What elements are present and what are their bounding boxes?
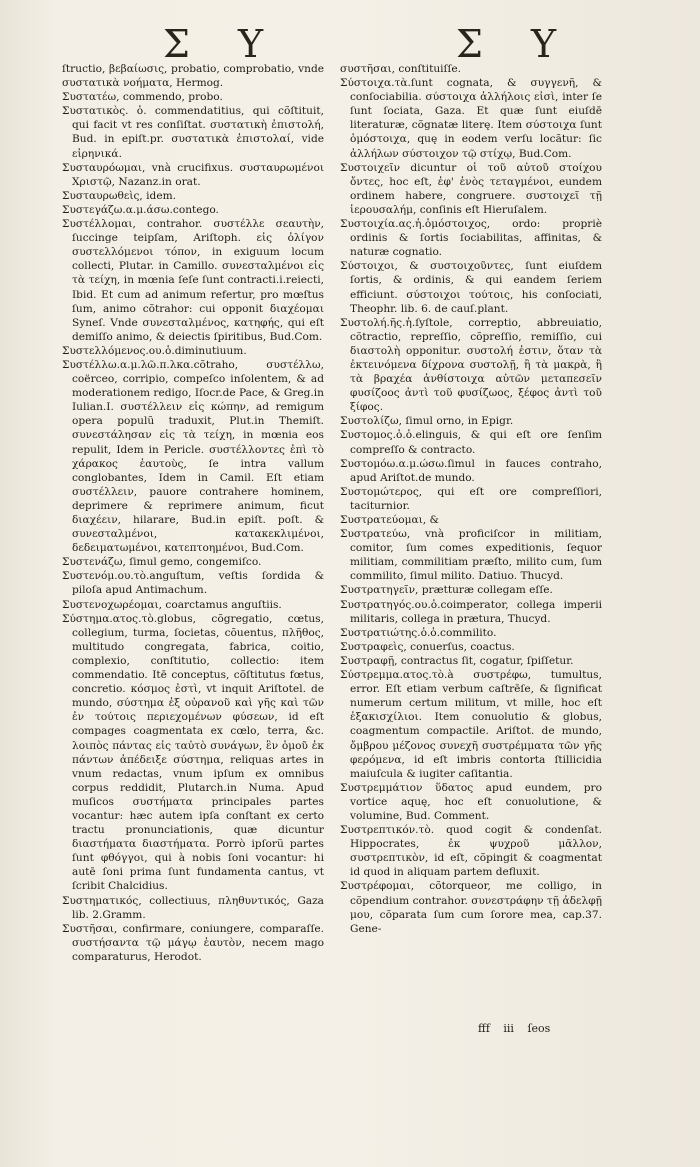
dictionary-entry: Συστολή.ῆς.ἡ.ſyſtole, correptio, abbreuiatio, cõtractio, repreſſio, cõpreſſio, remiſſio, cui διαστολὴ opponitur. συστολή ἐστιν, ὅταν τὰ ἐκτεινόμενα δίχρονα συστολῇ, ἢ τὰ μακρὰ, ἢ τὰ βραχέα ἀνθίστοιχα αὐτῶν μεταπεσεῖν φυσίζοος ἀντὶ τοῦ φυσίζωος, ξέφος ἀντὶ τοῦ ξίφος. [340,316,602,414]
dictionary-entry: Συστοιχεῖν dicuntur οἱ τοῦ αὐτοῦ στοίχου ὄντες, hoc eſt, ἐφ' ἑνὸς τεταγμένοι, eundem ordinem habere, congruere. συστοιχεῖ τῇ ἱερουσαλήμ, conſinis eſt Hieruſalem. [340,161,602,216]
dictionary-entry: συστῆσαι, conſtituiſſe. [340,63,462,75]
page-footer [478,1022,550,1035]
dictionary-entry: Σύστρεμμα.ατος.τὸ.à συστρέφω, tumultus, error. Eſt etiam verbum caſtrēſe, & ſignificat numerum certum militum, vt mille, hoc eſt ἐξακισχίλιοι. Item conuolutio & globus, coagmentum compactile. Ariſtot. de mundo, ὄμβρου μέζονος συνεχῆ συστρέμματα τῶν γῆς φερόμενα, id eſt imbris contorta ſtillicidia maiuſcula & iugiter caſitantia. [340,669,602,780]
dictionary-entry: Συστελλόμενος.ου.ὁ.diminutiuum. [62,344,247,357]
dictionary-entry: Σύστοιχοι, & συστοιχοῦντες, ſunt eiuſdem ſortis, & ordinis, & qui eandem ſeriem efficiunt. σύστοιχοι τούτοις, his conſociati, Theophr. lib. 6. de cauſ.plant. [340,260,602,315]
dictionary-entry: Συσταυρωθεὶς, idem. [62,189,177,202]
running-head-left: Σ Υ [163,22,282,66]
dictionary-entry: Συστομώτερος, qui eſt ore compreſſiori, taciturnior. [340,485,602,512]
running-head-right: Σ Υ [456,22,575,66]
dictionary-entry: Συστατικὸς. ὁ. commendatitius, qui cõſtituit, qui facit vt res conſiſtat. συστατικὴ ἐπιστολή, Bud. in epiſt.pr. συστατικὰ ἐπιστολαί, vide εἰρηνικά. [62,105,324,160]
dictionary-entry: Συστρατεύω, vnà proficiſcor in militiam, comitor, ſum comes expeditionis, ſequor militiam, commilitiam præſto, milito cum, ſum commilito, ſimul milito. Datiuo. Thucyd. [340,528,602,583]
left-column [62,62,324,964]
catchword: ſeos [527,1022,551,1035]
dictionary-entry: Συστατέω, commendo, probo. [62,91,223,104]
dictionary-entry: Συστραφῇ, contractus ſit, cogatur, ſpiſſetur. [340,654,574,667]
dictionary-entry: Συστηματικός, collectiuus, πληθυντικός, Gaza lib. 2.Gramm. [62,894,324,921]
dictionary-entry: Συστραφεὶς, conuerſus, coactus. [340,640,515,653]
dictionary-entry: Σύστοιχα.τὰ.ſunt cognata, & συγγενῆ, & conſociabilia. σύστοιχα ἀλλήλοις εἰσὶ, inter ſe ſunt ſociata, Gaza. Et quæ ſunt eiuſdē literaturæ, cõgnatæ literę. Item σύστοιχα ſunt ὁμόστοιχα, quę in eodem verſu locãtur: ſic ἀλλήλων σύστοιχον τῷ στίχῳ, Bud.Com. [340,77,602,160]
dictionary-entry: Συστεγάζω.α.μ.άσω.contego. [62,203,219,216]
dictionary-entry: Συστῆσαι, confirmare, coniungere, comparaſſe. συστήσαντα τῷ μάγῳ ἑαυτὸν, necem mago comparaturus, Herodot. [62,922,324,963]
dictionary-entry: Συστενάζω, ſimul gemo, congemiſco. [62,556,262,569]
dictionary-entry: Συστρατηγεῖν, prætturæ collegam eſſe. [340,584,553,597]
dictionary-entry: Συστομος.ὁ.ὁ.elinguis, & qui eſt ore ſenſim compreſſo & contracto. [340,429,602,456]
dictionary-entry: Συσταυρόωμαι, vnà crucifixus. συσταυρωμένοι Χριστῷ, Nazanz.in orat. [62,161,324,188]
dictionary-entry: Συστρέφομαι, cõtorqueor, me colligo, in cõpendium contrahor. συνεστράφην τῇ ἀδελφῇ μου, cõparata ſum cum ſorore mea, cap.37. Gene- [340,880,602,935]
dictionary-entry: Συστέλλω.α.μ.λῶ.π.λκα.cõtraho, συστέλλω, coërceo, corripio, compeſco inſolentem, & ad moderationem redigo, Iſocr.de Pace, & Greg.in Iulian.I. συστέλλειν εἰς κώπην, ad remigum opera populũ traduxit, Plut.in Themiſt. συνεστάλησαν εἰς τὰ τείχη, in mœnia eos repulit, Idem in Pericle. συστέλλοντες ἐπὶ τὸ χάρακος ἑαυτοὺς, ſe intra vallum conglobantes, Idem in Camil. Eſt etiam συστέλλειν, pauore contrahere hominem, deprimere & reprimere animum, ficut διαχέειν, hilarare, Bud.in epiſt. poſt. & συνεσταλμένοι, κατακεκλιμένοι, δεδειματωμένοι, κατεπτοημένοι, Bud.Com. [62,358,324,555]
dictionary-entry: Συστολίζω, ſimul orno, in Epigr. [340,415,514,428]
dictionary-entry: Σύστημα.ατος.τὸ.globus, cõgregatio, cœtus, collegium, turma, ſocietas, cõuentus, πλῆθος, multitudo congregata, fabrica, coitio, complexio, conſtitutio, collectio: item commendatio. Itē conceptus, cõſtitutus fœtus, concretio. κόσμος ἐστὶ, vt inquit Ariſtotel. de mundo, σύστημα ἐξ οὐρανοῦ καὶ γῆς καὶ τῶν ἐν τούτοις περιεχομένων φύσεων, id eſt compages coagmentata ex cœlo, terra, &c. λοιπὸς πάντας εἰς ταὐτὸ συνάγων, ἓν ὁμοῦ ἐκ πάντων ἀπέδειξε σύστημα, reliquas artes in vnum redactas, vnum ipſum ex omnibus corpus reddidit, Plutarch.in Numa. Apud muſicos συστήματα principales partes vocantur: hæc autem ipſa conſtant ex certo tractu pronunciationis, quæ dicuntur διαστήματα διαστήματα. Porrò ipſorũ partes ſunt φθόγγοι, qui à nobis ſoni vocantur: hi autē ſoni prima ſunt fundamenta cantus, vt ſcribit Chalcidius. [62,612,324,893]
dictionary-entry: Συστομόω.α.μ.ώσω.ſimul in fauces contraho, apud Ariſtot.de mundo. [340,457,602,484]
dictionary-entry: ſtructio, βεβαίωσις, probatio, comprobatio, vnde συστατικὰ νοήματα, Hermog. [62,63,324,90]
dictionary-entry: Συστρατεύομαι, & [340,514,439,526]
dictionary-entry: Συστοιχία.ας.ἡ.ὁμόστοιχος, ordo: propriè ordinis & ſortis ſociabilitas, affinitas, & naturæ cognatio. [340,218,602,259]
dictionary-entry: Συστρατιώτης.ὁ.ὁ.commilito. [340,626,497,639]
dictionary-entry: Συστρεπτικόν.τὸ. quod cogit & condenſat. Hippocrates, ἐκ ψυχροῦ μᾶλλον, συστρεπτικὸν, id eſt, cõpingit & coagmentat id quod in aliquam partem defluxit. [340,824,602,879]
dictionary-entry: Συστενοχωρέομαι, coarctamus anguſtiis. [62,598,282,611]
signature-mark: fff iii [478,1022,514,1035]
right-column [340,62,602,936]
dictionary-entry: Συστρεμμάτιον ὕδατος apud eundem, pro vortice aquę, hoc eſt conuolutione, & volumine, Bud. Comment. [340,781,602,822]
dictionary-entry: Συστρατηγός.ου.ὁ.coimperator, collega imperii militaris, collega in prætura, Thucyd. [340,598,602,625]
dictionary-entry: Συστενόμ.ου.τὸ.anguſtum, veſtis ſordida & piloſa apud Antimachum. [62,570,324,597]
dictionary-entry: Συστέλλομαι, contrahor. συστέλλε σεαυτὴν, ſuccinge teipſam, Ariſtoph. εἰς ὀλίγον συστελλόμενοι τόπον, in exiguum locum collecti, Plutar. in Camillo. συνεσταλμένοι εἰς τὰ τείχη, in mœnia ſeſe ſunt contracti.i.reiecti, Ibid. Et cum ad animum refertur, pro mœſtus ſum, animo cõtrahor: cui opponit διαχέομαι Syneſ. Vnde συνεσταλμένος, κατηφής, qui eſt demiſſo animo, & deiectis ſpiritibus, Bud.Com. [62,218,324,343]
